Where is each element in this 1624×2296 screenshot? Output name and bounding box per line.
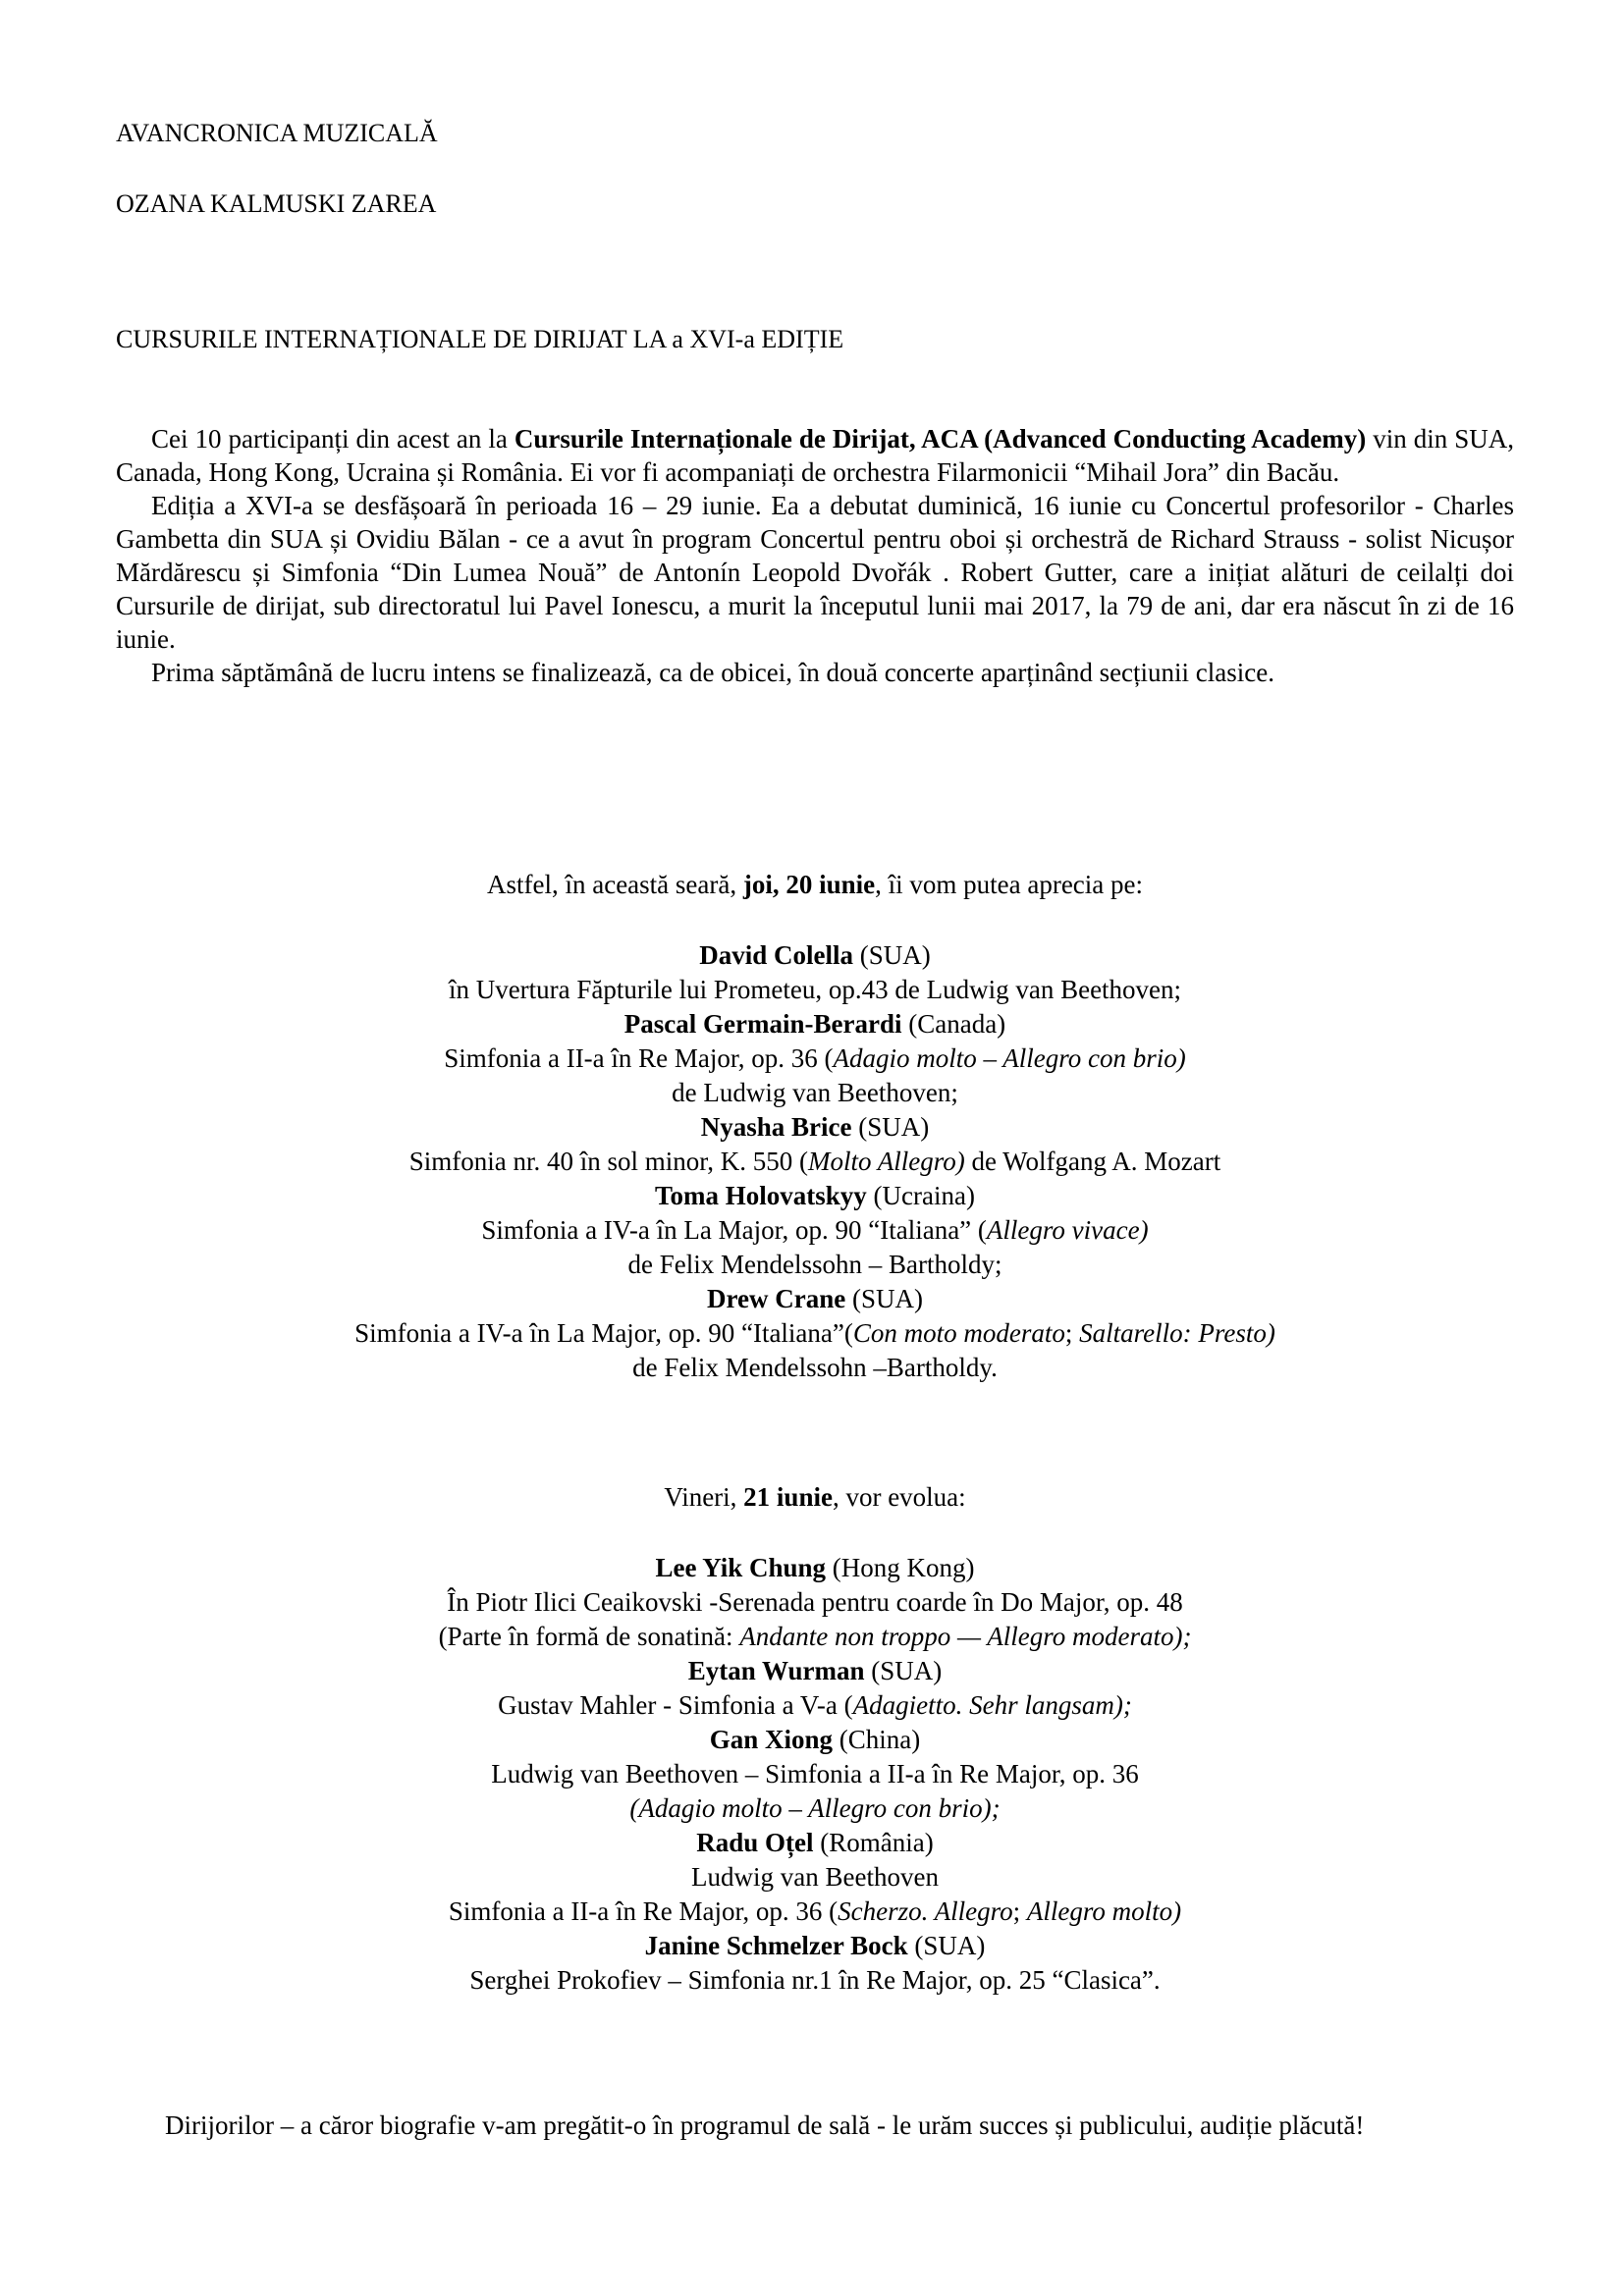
work-line: Simfonia a II-a în Re Major, op. 36 (Scherzo. Allegro; Allegro molto): [448, 1896, 1182, 1926]
evening2-lead: Vineri, 21 iunie, vor evolua:: [664, 1482, 966, 1512]
work-line: Simfonia nr. 40 în sol minor, K. 550 (Molto Allegro) de Wolfgang A. Mozart: [408, 1147, 1221, 1176]
conductor-line: Janine Schmelzer Bock (SUA): [644, 1931, 986, 1960]
closing-paragraph: Dirijorilor – a căror biografie v-am pregătit-o în programul de sală - le urăm succes și publicului, audiție plăcută!: [165, 2110, 1365, 2140]
conductor-line: Radu Oțel (România): [696, 1828, 934, 1857]
conductor-name: Radu Oțel: [696, 1828, 814, 1857]
conductor-line: Nyasha Brice (SUA): [700, 1112, 930, 1142]
work-line: Ludwig van Beethoven: [691, 1862, 939, 1892]
evening1-program: [116, 938, 1514, 1385]
section-heading: AVANCRONICA MUZICALĂ: [116, 119, 438, 147]
evening2-program: [116, 1551, 1514, 1998]
work-line: Simfonia a IV-a în La Major, op. 90 “Italiana” (Allegro vivace): [481, 1215, 1149, 1245]
conductor-line: Gan Xiong (China): [709, 1725, 921, 1754]
conductor-line: David Colella (SUA): [699, 940, 931, 970]
conductor-name: Gan Xiong: [709, 1725, 834, 1754]
evening1-date: joi, 20 iunie: [742, 870, 876, 899]
author-name: OZANA KALMUSKI ZAREA: [116, 189, 437, 218]
conductor-name: Toma Holovatskyy: [655, 1181, 867, 1210]
evening2-date: 21 iunie: [743, 1482, 833, 1512]
work-line: de Ludwig van Beethoven;: [672, 1078, 958, 1107]
conductor-line: Drew Crane (SUA): [707, 1284, 923, 1313]
work-line: Simfonia a IV-a în La Major, op. 90 “Italiana”(Con moto moderato; Saltarello: Presto): [354, 1318, 1275, 1348]
conductor-name: Drew Crane: [707, 1284, 846, 1313]
conductor-line: Eytan Wurman (SUA): [687, 1656, 943, 1685]
work-line: Gustav Mahler - Simfonia a V-a (Adagietto. Sehr langsam);: [498, 1690, 1132, 1720]
work-line: În Piotr Ilici Ceaikovski -Serenada pentru coarde în Do Major, op. 48: [447, 1587, 1183, 1617]
conductor-name: Lee Yik Chung: [655, 1553, 827, 1582]
intro-paragraph-3: Prima săptămână de lucru intens se finalizează, ca de obicei, în două concerte aparținând secțiunii clasice.: [151, 658, 1274, 687]
course-name: Cursurile Internaționale de Dirijat, ACA (Advanced Conducting Academy): [514, 424, 1367, 454]
work-line: Ludwig van Beethoven – Simfonia a II-a în Re Major, op. 36: [491, 1759, 1139, 1789]
work-line: de Felix Mendelssohn – Bartholdy;: [627, 1250, 1002, 1279]
closing-text: [116, 2109, 1514, 2142]
conductor-line: Toma Holovatskyy (Ucraina): [655, 1181, 975, 1210]
conductor-line: Pascal Germain-Berardi (Canada): [623, 1009, 1006, 1039]
intro-paragraph-2: Ediția a XVI-a se desfășoară în perioada 16 – 29 iunie. Ea a debutat duminică, 16 iunie cu Concertul profesorilor - Charles Gambetta din SUA și Ovidiu Bălan - ce a avut în program Concertul pentru oboi și orchestră de Richard Strauss - solist Nicușor Mărdărescu și Simfonia “Din Lumea Nouă” de Antonín Leopold Dvořák . Robert Gutter, care a inițiat alături de ceilalți doi Cursurile de dirijat, sub directoratul lui Pavel Ionescu, a murit la începutul lunii mai 2017, la 79 de ani, dar era născut în zi de 16 iunie.: [116, 491, 1514, 654]
intro-text: [116, 422, 1514, 689]
work-line: (Adagio molto – Allegro con brio);: [629, 1793, 1001, 1823]
conductor-name: Nyasha Brice: [700, 1112, 852, 1142]
evening1-lead: Astfel, în această seară, joi, 20 iunie, îi vom putea aprecia pe:: [486, 870, 1144, 899]
intro-paragraph-1: Cei 10 participanți din acest an la Cursurile Internaționale de Dirijat, ACA (Advanced Conducting Academy) vin din SUA, Canada, Hong Kong, Ucraina și România. Ei vor fi acompaniați de orchestra Filarmonicii “Mihail Jora” din Bacău.: [116, 424, 1514, 487]
work-line: (Parte în formă de sonatină: Andante non troppo — Allegro moderato);: [438, 1622, 1192, 1651]
conductor-line: Lee Yik Chung (Hong Kong): [655, 1553, 975, 1582]
conductor-name: David Colella: [699, 940, 853, 970]
conductor-name: Janine Schmelzer Bock: [644, 1931, 908, 1960]
work-line: de Felix Mendelssohn –Bartholdy.: [632, 1353, 998, 1382]
work-line: în Uvertura Făpturile lui Prometeu, op.43 de Ludwig van Beethoven;: [448, 975, 1182, 1004]
work-line: Serghei Prokofiev – Simfonia nr.1 în Re Major, op. 25 “Clasica”.: [469, 1965, 1161, 1995]
conductor-name: Eytan Wurman: [687, 1656, 865, 1685]
conductor-name: Pascal Germain-Berardi: [623, 1009, 902, 1039]
article-title: CURSURILE INTERNAȚIONALE DE DIRIJAT LA a XVI-a EDIȚIE: [116, 325, 844, 353]
work-line: Simfonia a II-a în Re Major, op. 36 (Adagio molto – Allegro con brio): [444, 1043, 1186, 1073]
